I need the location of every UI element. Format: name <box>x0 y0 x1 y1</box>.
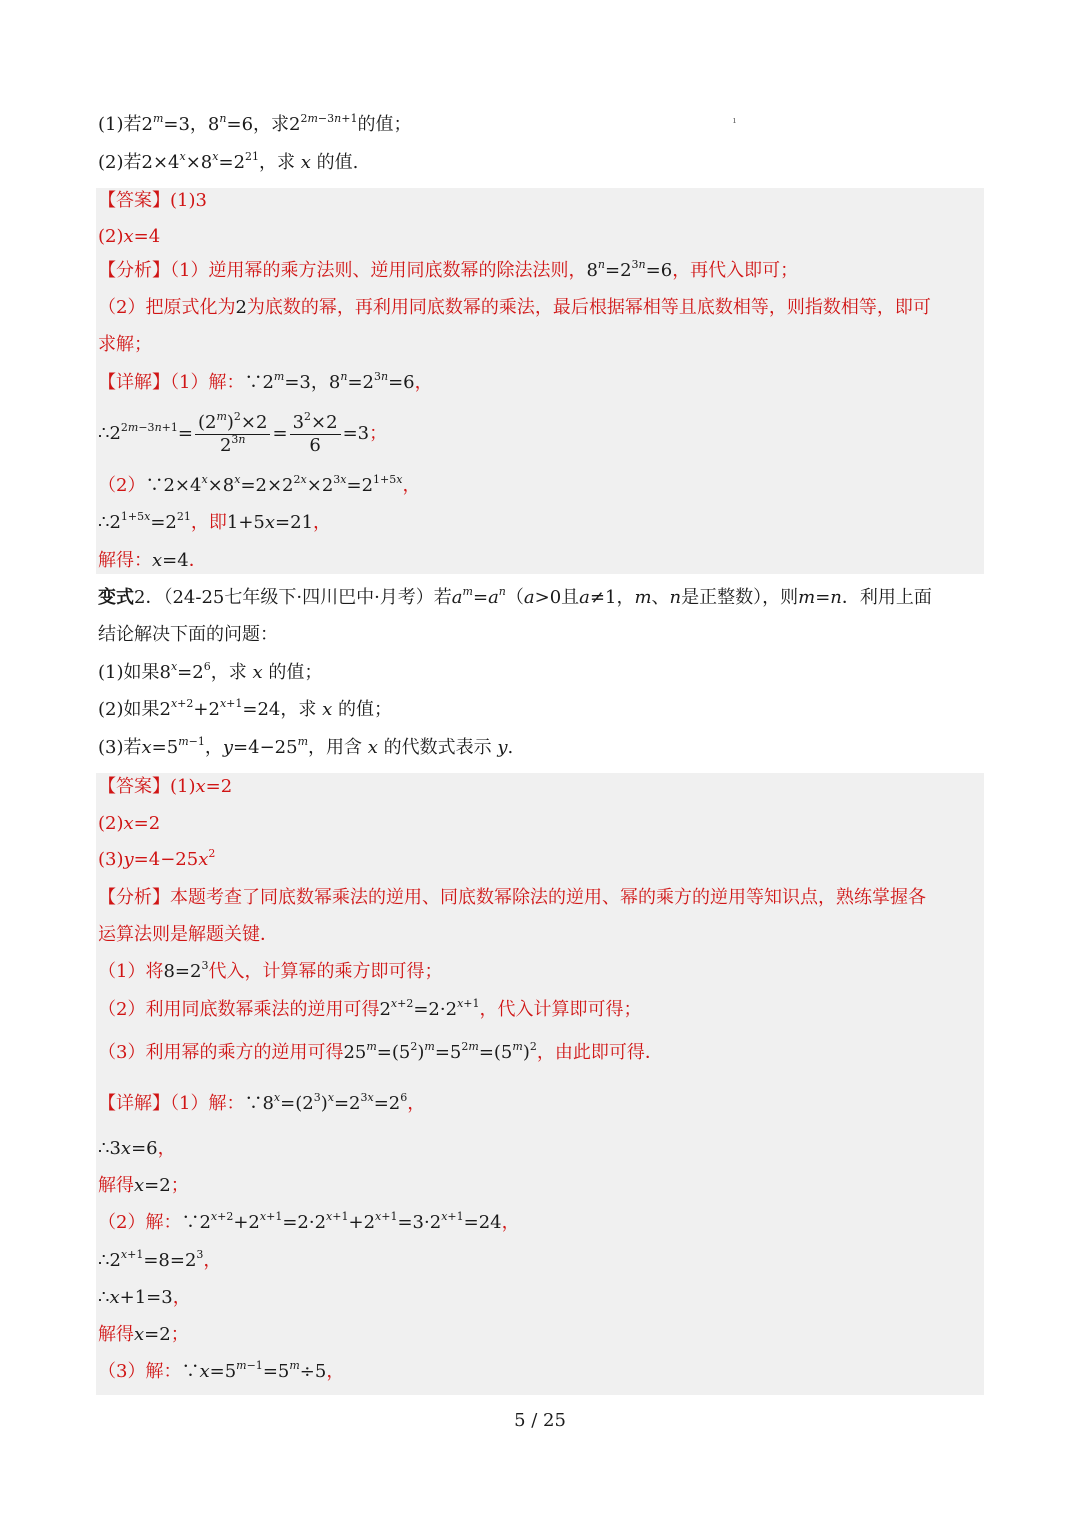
analysis-1-line-2: （2）把原式化为2为底数的幂，再利用同底数幂的乘法，最后根据幂相等且底数相等，则指数相等，即可 <box>98 297 931 318</box>
fraction-2: $\frac{3^2\times 2}{6}$ <box>290 412 341 457</box>
detail-2-line-7: 解得x=2； <box>98 1324 189 1345</box>
detail-1-line-5: 解得：x=4． <box>98 550 207 571</box>
analysis-2-line-1: 【分析】本题考查了同底数幂乘法的逆用、同底数幂除法的逆用、幂的乘方的逆用等知识点，熟练掌握各 <box>98 887 926 908</box>
page-number: 5 / 25 <box>514 1410 566 1431</box>
answer-1-line-2: (2)x=4 <box>98 226 161 247</box>
question-1: (1)若$2^m=3$，$8^n=6$，求$2^{2m-3n+1}$的值； <box>98 112 412 135</box>
detail-2-line-8: （3）解：$\because x=5^{m-1}=5^m\div 5$， <box>98 1359 345 1382</box>
detail-2-line-3: 解得x=2； <box>98 1175 189 1196</box>
analysis-2-line-3: （1）将$8=2^3$代入，计算幂的乘方即可得； <box>98 959 443 982</box>
detail-2-line-1: 【详解】（1）解：$\because 8^x=(2^3)^x=2^{3x}=2^6$， <box>98 1091 426 1114</box>
margin-mark: ı <box>733 116 736 126</box>
detail-2-line-4: （2）解：$\because 2^{x+2}+2^{x+1}=2\cdot 2^{x+1}+2^{x+1}=3\cdot 2^{x+1}=24$， <box>98 1210 520 1233</box>
variant-2-sub-1: (1)如果$8^x=2^6$，求 x 的值； <box>98 660 323 683</box>
variant-2-line-2: 结论解决下面的问题： <box>98 624 278 645</box>
answer-2-line-2: (2)x=2 <box>98 813 161 834</box>
answer-block-2 <box>96 773 984 1395</box>
answer-2-line-1: 【答案】(1)x=2 <box>98 776 233 797</box>
variant-2-sub-3: (3)若$x=5^{m-1}$，$y=4-25^m$，用含 x 的代数式表示 y. <box>98 735 514 758</box>
answer-1-line-1: 【答案】(1)3 <box>98 190 207 211</box>
variant-2-line-1: 变式2．（24-25七年级下·四川巴中·月考）若$a^m=a^n(a>0$且a≠1，m、n是正整数），则m=n．利用上面 <box>98 585 932 608</box>
detail-1-fraction-line: $\therefore 2^{2m-3n+1}=$ $\frac{(2^m)^2\times 2}{2^{3n}}$ = $\frac{3^2\times 2}{6}$ =3； <box>98 409 388 456</box>
answer-2-line-3: $(3)y=4-25x^2$ <box>98 847 216 870</box>
variant-2-sub-2: (2)如果$2^{x+2}+2^{x+1}=24$，求 x 的值； <box>98 697 392 720</box>
question-2: (2)若$2\times 4^x\times 8^x=2^{21}$，求 x 的值. <box>98 150 359 173</box>
detail-2-line-2: ∴3x=6， <box>98 1138 176 1159</box>
analysis-1-line-3: 求解； <box>98 334 152 355</box>
fraction-1: $\frac{(2^m)^2\times 2}{2^{3n}}$ <box>195 412 271 457</box>
analysis-2-line-5: （3）利用幂的乘方的逆用可得$25^m=(5^2)^m=5^{2m}=(5^m)^2$，由此即可得． <box>98 1040 663 1063</box>
detail-2-line-5: $\therefore 2^{x+1}=8=2^3$， <box>98 1248 222 1271</box>
analysis-1-line-1: 【分析】（1）逆用幂的乘方法则、逆用同底数幂的除法法则，$8^n=2^{3n}=6$，再代入即可； <box>98 258 799 281</box>
detail-1-line-3: $(2)\because 2\times 4^x\times 8^x=2\times 2^{2x}\times 2^{3x}=2^{1+5x}$， <box>98 473 421 496</box>
detail-1-line-4: $\therefore 2^{1+5x}=2^{21}$，即1+5x=21， <box>98 510 332 533</box>
detail-2-line-6: ∴x+1=3， <box>98 1287 191 1308</box>
detail-1-line-1: 【详解】（1）解：$\because 2^m=3$，$8^n=2^{3n}=6$， <box>98 370 433 393</box>
analysis-2-line-2: 运算法则是解题关键． <box>98 924 278 945</box>
analysis-2-line-4: （2）利用同底数幂乘法的逆用可得$2^{x+2}=2\cdot 2^{x+1}$，代入计算即可得； <box>98 997 642 1020</box>
